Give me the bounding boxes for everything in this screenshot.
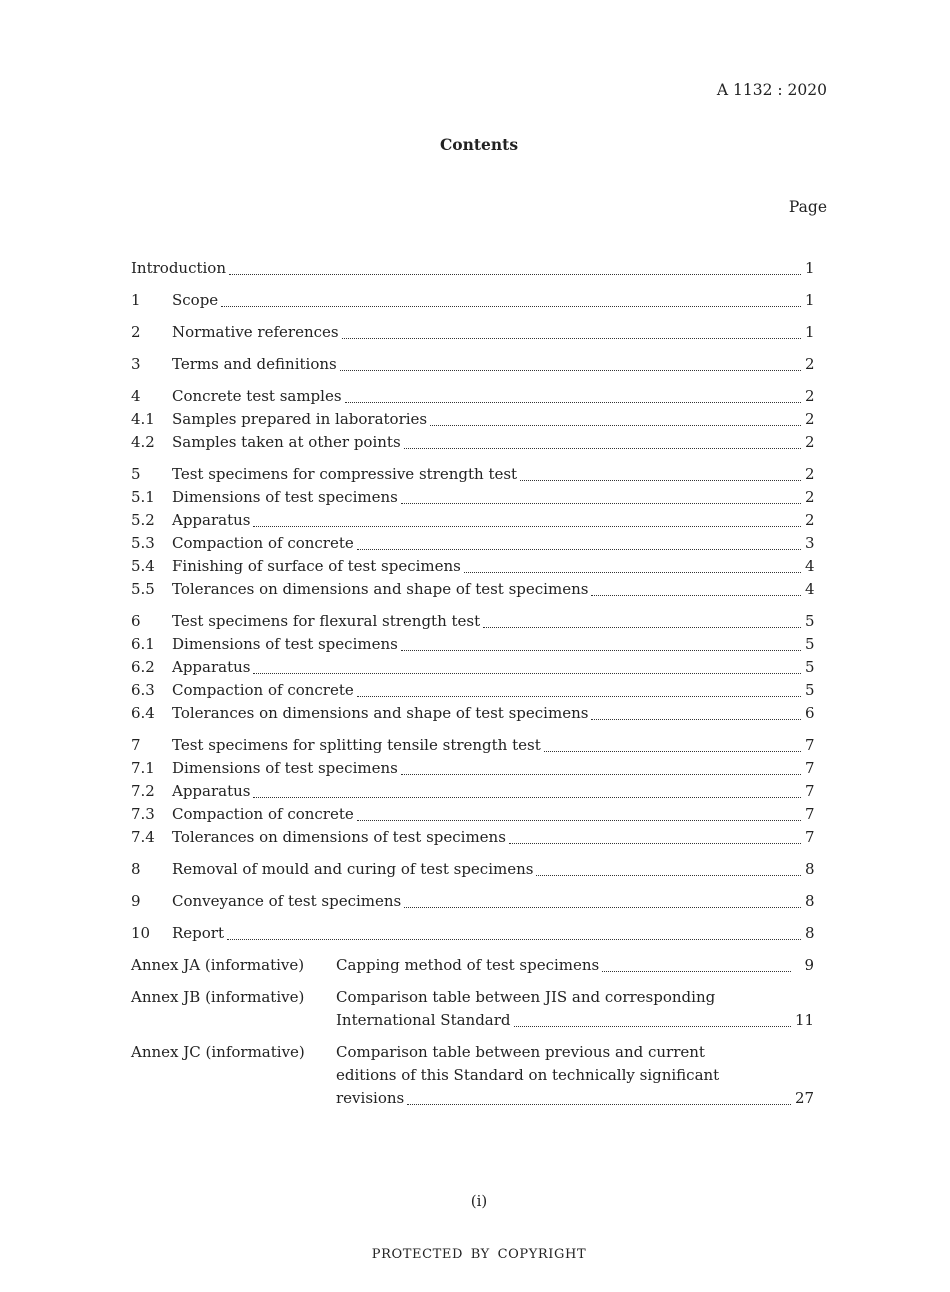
dot-leader [401, 649, 801, 651]
toc-entry-page: 2 [805, 465, 815, 483]
toc-entry-page: 4 [805, 580, 815, 598]
toc-entry-page: 7 [805, 828, 815, 846]
toc-entry-title: Apparatus [172, 658, 251, 676]
toc-entry-page: 5 [805, 635, 815, 653]
annex-title-block [336, 986, 814, 1032]
toc-entry-page: 2 [805, 355, 815, 373]
toc-group [131, 289, 814, 312]
dot-leader [404, 906, 801, 908]
toc-entry-number: 5.1 [131, 488, 155, 506]
toc-entry-page: 7 [805, 805, 815, 823]
toc-entry-title: Tolerances on dimensions and shape of test specimens [172, 704, 589, 722]
annex-entry[interactable] [131, 986, 814, 1032]
toc-entry-number: 4 [131, 387, 141, 405]
dot-leader [401, 773, 801, 775]
toc-entry-page: 8 [805, 860, 815, 878]
toc-entry-title: Apparatus [172, 511, 251, 529]
toc-entry-page: 27 [795, 1089, 815, 1107]
dot-leader [464, 571, 801, 573]
toc-entry-title: Compaction of concrete [172, 681, 354, 699]
toc-entry-page: 1 [805, 259, 815, 277]
toc-entry-page: 2 [805, 387, 815, 405]
toc-entry[interactable] [131, 633, 814, 656]
toc-entry-number: 7 [131, 736, 141, 754]
toc-entry[interactable] [131, 555, 814, 578]
dot-leader [229, 273, 801, 275]
annex-title-line: Comparison table between previous and current [336, 1043, 705, 1061]
toc-entry-number: 2 [131, 323, 141, 341]
toc-entry-introduction[interactable] [131, 257, 814, 280]
dot-leader [536, 874, 801, 876]
toc-group [131, 734, 814, 849]
toc-entry[interactable] [131, 757, 814, 780]
toc-group [131, 890, 814, 913]
toc-entry-number: 8 [131, 860, 141, 878]
page-title: Contents [439, 135, 519, 154]
toc-group [131, 610, 814, 725]
toc-entry-number: 7.3 [131, 805, 155, 823]
toc-entry[interactable] [131, 826, 814, 849]
toc-entry-number: 1 [131, 291, 141, 309]
toc-entry-page: 4 [805, 557, 815, 575]
toc-entry-title: Terms and definitions [172, 355, 337, 373]
toc-entry-title: Tolerances on dimensions of test specimens [172, 828, 506, 846]
annex-entry[interactable] [131, 954, 814, 977]
toc-entry-title: Concrete test samples [172, 387, 342, 405]
toc-entry-number: 10 [131, 924, 151, 942]
toc-entry-number: 6.3 [131, 681, 155, 699]
dot-leader [407, 1103, 791, 1105]
toc-entry-title: Compaction of concrete [172, 534, 354, 552]
annex-title-line: revisions [336, 1089, 405, 1107]
toc-entry-page: 2 [805, 511, 815, 529]
annex-title-last-line [336, 1087, 814, 1110]
page-folio: (i) [470, 1192, 488, 1210]
toc-entry-page: 7 [805, 736, 815, 754]
dot-leader [430, 424, 801, 426]
toc-entry-number: 7.2 [131, 782, 155, 800]
toc-entry[interactable] [131, 509, 814, 532]
toc-entry[interactable] [131, 890, 814, 913]
toc-entry[interactable] [131, 321, 814, 344]
toc-entry-number: 4.1 [131, 410, 155, 428]
toc-entry[interactable] [131, 702, 814, 725]
toc-entry[interactable] [131, 431, 814, 454]
toc-entry-title: Report [172, 924, 225, 942]
toc-entry-page: 9 [804, 956, 814, 974]
toc-entry-page: 8 [805, 924, 815, 942]
document-number: A 1132 : 2020 [716, 81, 827, 99]
toc-entry-title: Dimensions of test specimens [172, 635, 398, 653]
toc-entry-title: Conveyance of test specimens [172, 892, 402, 910]
toc-entry-number: 6 [131, 612, 141, 630]
toc-annexes [131, 954, 814, 1110]
toc-entry[interactable] [131, 289, 814, 312]
annex-title-line: International Standard [336, 1011, 511, 1029]
toc-entry[interactable] [131, 803, 814, 826]
toc-entry-title: Dimensions of test specimens [172, 759, 398, 777]
toc-entry-title: Scope [172, 291, 219, 309]
toc-entry[interactable] [131, 858, 814, 881]
annex-title-line: Comparison table between JIS and corresponding [336, 988, 716, 1006]
toc-entry-page: 5 [805, 681, 815, 699]
annex-title-last-line [336, 954, 814, 977]
toc-group [131, 353, 814, 376]
toc-entry-title: Compaction of concrete [172, 805, 354, 823]
toc-entry-number: 5.4 [131, 557, 155, 575]
toc-entry-title: Test specimens for compressive strength test [172, 465, 518, 483]
toc-entry-title: Removal of mould and curing of test specimens [172, 860, 534, 878]
toc-entry-title: Tolerances on dimensions and shape of test specimens [172, 580, 589, 598]
toc-entry-title: Dimensions of test specimens [172, 488, 398, 506]
dot-leader [345, 401, 801, 403]
toc-entry[interactable] [131, 385, 814, 408]
toc-entry[interactable] [131, 353, 814, 376]
dot-leader [483, 626, 801, 628]
annex-title-line: Capping method of test specimens [336, 956, 600, 974]
toc-entry-title: Normative references [172, 323, 339, 341]
toc-entry-number: 5.5 [131, 580, 155, 598]
toc-entry-page: 2 [805, 488, 815, 506]
toc-entry-title: Samples taken at other points [172, 433, 401, 451]
toc-entry-number: 3 [131, 355, 141, 373]
toc-entry[interactable] [131, 780, 814, 803]
dot-leader [591, 718, 801, 720]
dot-leader [357, 695, 801, 697]
toc-entry-number: 6.2 [131, 658, 155, 676]
toc-entry-title: Finishing of surface of test specimens [172, 557, 461, 575]
dot-leader [514, 1025, 791, 1027]
toc-entry-page: 8 [805, 892, 815, 910]
toc-group [131, 385, 814, 454]
toc-group [131, 321, 814, 344]
copyright-notice: PROTECTED BY COPYRIGHT [371, 1247, 587, 1262]
toc-entry-page: 7 [805, 782, 815, 800]
annex-label: Annex JB (informative) [131, 988, 305, 1006]
toc-entry-page: 1 [805, 323, 815, 341]
annex-title-block [336, 1041, 814, 1110]
dot-leader [520, 479, 801, 481]
dot-leader [253, 796, 801, 798]
dot-leader [221, 305, 801, 307]
dot-leader [253, 672, 801, 674]
toc-entry[interactable] [131, 679, 814, 702]
toc-entry-page: 5 [805, 658, 815, 676]
toc-entry-number: 5 [131, 465, 141, 483]
dot-leader [340, 369, 801, 371]
toc-entry-number: 9 [131, 892, 141, 910]
toc-entry[interactable] [131, 578, 814, 601]
toc-entry-page: 6 [805, 704, 815, 722]
toc-entry-page: 3 [805, 534, 815, 552]
toc-entry-page: 2 [805, 410, 815, 428]
toc-group [131, 858, 814, 881]
toc-entry[interactable] [131, 610, 814, 633]
toc-entry-title: Test specimens for flexural strength test [172, 612, 481, 630]
dot-leader [509, 842, 801, 844]
toc-entry-number: 7.4 [131, 828, 155, 846]
dot-leader [404, 447, 801, 449]
toc-entry-page: 7 [805, 759, 815, 777]
annex-title-last-line [336, 1009, 814, 1032]
annex-label: Annex JC (informative) [131, 1043, 305, 1061]
toc-entry-number: 6.1 [131, 635, 155, 653]
annex-title-block [336, 954, 814, 977]
dot-leader [357, 819, 801, 821]
toc-entry-number: 4.2 [131, 433, 155, 451]
dot-leader [544, 750, 801, 752]
table-of-contents [131, 257, 814, 1119]
toc-entry[interactable] [131, 532, 814, 555]
annex-entry[interactable] [131, 1041, 814, 1110]
page-column-heading: Page [788, 198, 827, 216]
toc-entry[interactable] [131, 486, 814, 509]
toc-group [131, 257, 814, 280]
toc-entry-title: Apparatus [172, 782, 251, 800]
toc-entry-number: 6.4 [131, 704, 155, 722]
toc-entry-number: 5.2 [131, 511, 155, 529]
toc-sections [131, 289, 814, 945]
toc-entry-page: 1 [805, 291, 815, 309]
dot-leader [253, 525, 801, 527]
toc-entry[interactable] [131, 463, 814, 486]
toc-entry-page: 5 [805, 612, 815, 630]
dot-leader [227, 938, 801, 940]
dot-leader [342, 337, 801, 339]
toc-group [131, 922, 814, 945]
dot-leader [591, 594, 801, 596]
toc-entry-number: 7.1 [131, 759, 155, 777]
toc-entry-page: 2 [805, 433, 815, 451]
toc-entry[interactable] [131, 408, 814, 431]
toc-entry[interactable] [131, 922, 814, 945]
toc-entry-title: Introduction [131, 259, 226, 277]
toc-entry-page: 11 [795, 1011, 815, 1029]
toc-entry-title: Test specimens for splitting tensile strength test [172, 736, 541, 754]
annex-label: Annex JA (informative) [131, 956, 305, 974]
dot-leader [401, 502, 801, 504]
annex-title-line: editions of this Standard on technically significant [336, 1066, 720, 1084]
toc-group [131, 463, 814, 601]
dot-leader [357, 548, 801, 550]
toc-entry[interactable] [131, 734, 814, 757]
dot-leader [602, 970, 791, 972]
toc-entry[interactable] [131, 656, 814, 679]
toc-entry-title: Samples prepared in laboratories [172, 410, 428, 428]
toc-entry-number: 5.3 [131, 534, 155, 552]
